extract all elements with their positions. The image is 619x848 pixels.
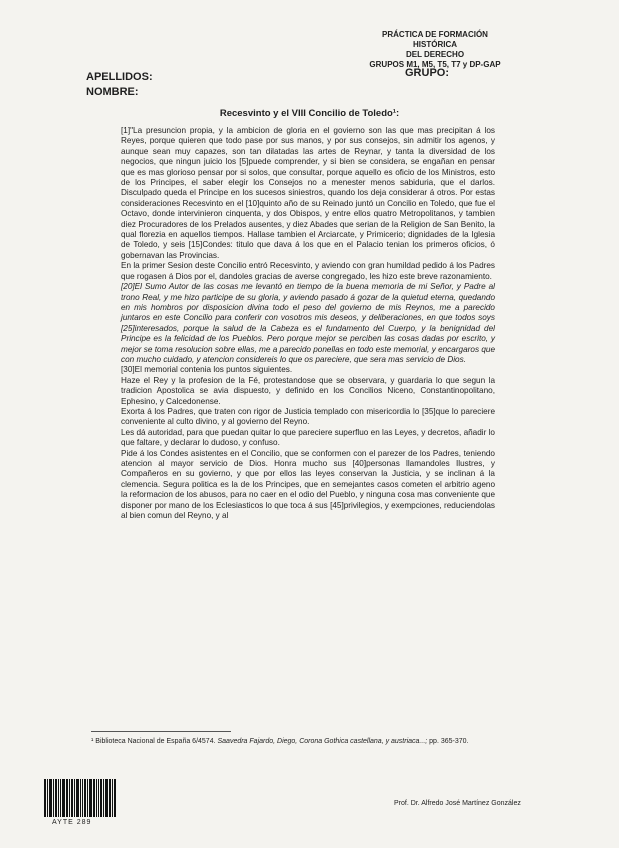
course-header-line2: DEL DERECHO: [405, 50, 465, 59]
paragraph: En la primer Sesion deste Concilio entró Recesvinto, y aviendo con gran humildad pedido á los Padres que rogasen á Dios por el, dandoles gracias de averse congregado, les hizo este breve razonamiento.: [121, 261, 495, 281]
footnote: [91, 737, 505, 746]
apellidos-label: APELLIDOS:: [86, 71, 153, 83]
course-header-line1: PRÁCTICA DE FORMACIÓN HISTÓRICA: [382, 30, 488, 49]
nombre-label: NOMBRE:: [86, 86, 139, 98]
course-header-line3: GRUPOS M1, M5, T5, T7 y DP-GAP: [369, 60, 501, 69]
professor-signature: Prof. Dr. Alfredo José Martínez González: [394, 800, 521, 807]
grupo-label: GRUPO:: [405, 67, 449, 79]
paragraph: Les dá autoridad, para que puedan quitar lo que pareciere superfluo en las Leyes, y decretos, añadir lo que faltare, y declarar lo dudoso, y confuso.: [121, 427, 495, 448]
barcode-label: AYTE 289: [52, 819, 92, 826]
paragraph-italic-speech: [20]El Sumo Autor de las cosas me levantó en tiempo de la buena memoria de mi Señor, y Padre al trono Real, y me hizo participe de su gloria, y aviendo pasado á gozar de la quietud eterna, quedando en mis hombros por disposicion divina todo el peso del govierno de mis Reynos, me a parecido juntaros en este Concilio para conferir con vosotros mis deseos, y deliberaciones, en que todos soys [25]interesados, porque la salud de la Cabeza es el fundamento del Cuerpo, y la benignidad del Principe es la felicidad de los Pueblos. Pero porque mejor se perciben las cosas dadas por escrito, y mejor se toma resolucion sobre ellas, me a parecido ponellas en todo este memorial, y encargaros que con mucho cuidado, y atencion considereis lo que os pareciere, que sera mas servicio de Dios.: [121, 282, 495, 364]
paragraph: Haze el Rey y la profesion de la Fé, protestandose que se observara, y guardaria lo que segun la tradicion Apostolica se avia dispuesto, y definido en los Concilios Niceno, Constantinopolitano, Ephesino, y Calcedonense.: [121, 375, 495, 406]
paragraph: [1]"La presuncion propia, y la ambicion de gloria en el govierno son las que mas precipitan á los Reyes, porque quieren que todo pase por sus manos, y por sus consejos, sin admitir los agenos, y aunque sean muy capazes, son tan dilatadas las artes de Reynar, y tanta la diversidad de los negocios, que ningun juicio los [5]puede comprender, y si bien se considera, se engañan en pensar que es mas glorioso pensar por si solos, que consultar, porque aquello es oficio de los Ministros, esto de los Principes, el saber elegir los Consejos no a menester menos sabiduria, que el darlos. Disculpado queda el Principe en los sucesos siniestros, quando los deja considerar á otros. Por estas consideraciones Recesvinto en el [10]quinto año de su Reinado juntó un Concilio en Toledo, que fue el Octavo, donde intervinieron cinquenta, y dos Obispos, y entre ellos quatro Metropolitanos, y tambien diez Procuradores de los Prelados ausentes, y diez Abades que serian de la Religion de San Benito, la qual florezia en aquellos tiempos. Hallase tambien el Arciarcate, y Primicerio; dignidades de la Iglesia de Toledo, y seis [15]Condes: titulo que dava á los que en el Palacio tenian los primeros oficios, ó gobernavan las Provincias.: [121, 126, 495, 260]
document-body: [121, 126, 495, 521]
footnote-divider: [91, 731, 231, 732]
footnote-marker: ¹: [91, 738, 94, 745]
paragraph: Pide á los Condes asistentes en el Concilio, que se conformen con el parezer de los Padres, teniendo atencion al mayor servicio de Dios. Honra mucho sus [40]personas llamandoles Ilustres, y Compañeros en su govierno, y que por ellos las leyes conservan la Justicia, y se inclinan á la clemencia. Segura politica es la de los Principes, que en semejantes casos cometen el arbitrio ageno la reformacion de los abusos, para no caer en el odio del Pueblo, y ninguna cosa mas conveniente que disponer por mano de los Eclesiasticos lo que toca á sus [45]privilegios, y exempciones, reduciendolas al bien comun del Reyno, y al: [121, 448, 495, 521]
paragraph: [30]El memorial contenia los puntos siguientes.: [121, 365, 293, 375]
paragraph: Exorta á los Padres, que traten con rigor de Justicia templado con misericordia lo [35]que lo pareciere conveniente al culto divino, y al govierno del Reyno.: [121, 406, 495, 427]
footnote-pages: pp. 365-370.: [427, 738, 469, 745]
course-header: [360, 30, 510, 70]
footnote-text: Biblioteca Nacional de España 6/4574.: [93, 738, 218, 745]
student-fields: [86, 70, 153, 100]
footnote-source-title: Saavedra Fajardo, Diego, Corona Gothica castellana, y austriaca...;: [217, 738, 428, 745]
document-title: Recesvinto y el VIII Concilio de Toledo¹:: [219, 108, 400, 119]
barcode: [44, 779, 117, 817]
